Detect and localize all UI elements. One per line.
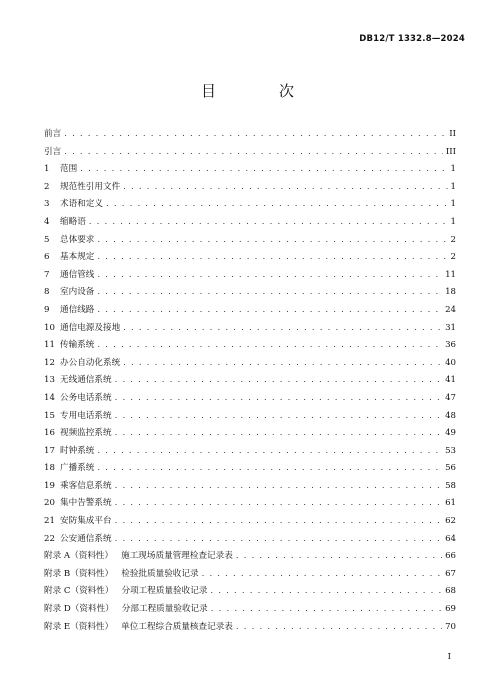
- toc-entry-title: 视频监控系统: [60, 428, 112, 439]
- toc-entry[interactable]: [44, 548, 456, 566]
- toc-section-number: 15: [44, 410, 55, 421]
- toc-entry-title: 缩略语: [60, 216, 86, 227]
- toc-section-number: 18: [44, 463, 55, 474]
- toc-page-number: 70: [445, 621, 456, 632]
- dot-leader: [106, 196, 448, 214]
- toc-section-number: 3: [44, 199, 50, 210]
- dot-leader: [115, 425, 442, 443]
- toc-entry[interactable]: [44, 355, 456, 373]
- toc-appendix-label: 附录 A（资料性）: [44, 551, 114, 562]
- toc-entry[interactable]: [44, 302, 456, 320]
- toc-entry-title: 通信电源及接地: [60, 322, 121, 333]
- dot-leader: [97, 284, 442, 302]
- toc-page-number: 18: [445, 287, 456, 298]
- dot-leader: [97, 460, 442, 478]
- toc-entry[interactable]: [44, 478, 456, 496]
- toc-section-number: 22: [44, 533, 55, 544]
- toc-entry-title: 办公自动化系统: [60, 357, 121, 368]
- toc-appendix-label: 附录 B（资料性）: [44, 568, 114, 579]
- toc-section-number: 1: [44, 164, 50, 175]
- toc-appendix-label: 附录 E（资料性）: [44, 621, 114, 632]
- toc-entry[interactable]: [44, 390, 456, 408]
- dot-leader: [123, 320, 442, 338]
- toc-section-number: 20: [44, 498, 55, 509]
- toc-section-number: 11: [44, 340, 55, 351]
- table-of-contents: [44, 126, 456, 636]
- toc-entry-title: 乘客信息系统: [60, 480, 112, 491]
- toc-section-number: 19: [44, 480, 55, 491]
- toc-page-number: 62: [445, 516, 456, 527]
- toc-entry[interactable]: [44, 601, 456, 619]
- toc-entry-title: 时钟系统: [60, 445, 95, 456]
- toc-section-number: 5: [44, 234, 50, 245]
- toc-entry[interactable]: [44, 566, 456, 584]
- toc-entry[interactable]: [44, 443, 456, 461]
- toc-section-number: 6: [44, 252, 50, 263]
- toc-entry[interactable]: [44, 583, 456, 601]
- toc-page-number: 40: [445, 357, 456, 368]
- toc-entry-title: 分项工程质量验收记录: [121, 586, 208, 597]
- toc-entry-title: 分部工程质量验收记录: [121, 604, 208, 615]
- toc-entry[interactable]: [44, 126, 456, 144]
- dot-leader: [97, 249, 447, 267]
- toc-section-number: 9: [44, 304, 50, 315]
- toc-section-number: 17: [44, 445, 55, 456]
- page-number: I: [447, 652, 451, 662]
- dot-leader: [115, 408, 442, 426]
- toc-appendix-label: 附录 C（资料性）: [44, 586, 114, 597]
- dot-leader: [97, 232, 447, 250]
- toc-entry[interactable]: [44, 619, 456, 637]
- toc-entry-title: 基本规定: [60, 252, 95, 263]
- toc-page-number: II: [449, 129, 456, 139]
- toc-section-number: 13: [44, 375, 55, 386]
- toc-entry[interactable]: [44, 320, 456, 338]
- toc-entry-title: 单位工程综合质量核查记录表: [121, 621, 233, 632]
- toc-page-number: 67: [445, 568, 456, 579]
- toc-entry[interactable]: [44, 161, 456, 179]
- dot-leader: [97, 267, 442, 285]
- toc-entry-title: 公安通信系统: [60, 533, 112, 544]
- toc-page-number: 49: [445, 428, 456, 439]
- toc-entry-title: 无线通信系统: [60, 375, 112, 386]
- dot-leader: [89, 214, 448, 232]
- toc-page-number: 1: [450, 181, 456, 192]
- toc-entry[interactable]: [44, 425, 456, 443]
- toc-section-number: 21: [44, 516, 55, 527]
- toc-page-number: 48: [445, 410, 456, 421]
- toc-entry-title: 传输系统: [60, 340, 95, 351]
- toc-entry[interactable]: [44, 372, 456, 390]
- dot-leader: [115, 495, 442, 513]
- dot-leader: [115, 372, 442, 390]
- toc-entry-title: 公务电话系统: [60, 392, 112, 403]
- toc-entry-title: 前言: [44, 129, 62, 139]
- dot-leader: [64, 126, 446, 144]
- toc-entry[interactable]: [44, 531, 456, 549]
- toc-page-number: 24: [445, 304, 456, 315]
- toc-entry[interactable]: [44, 144, 456, 162]
- toc-section-number: 10: [44, 322, 55, 333]
- toc-entry[interactable]: [44, 232, 456, 250]
- toc-page-number: 41: [445, 375, 456, 386]
- dot-leader: [115, 390, 442, 408]
- toc-page-number: 11: [445, 269, 456, 280]
- toc-section-number: 14: [44, 392, 55, 403]
- toc-page-number: 64: [445, 533, 456, 544]
- toc-section-number: 4: [44, 216, 50, 227]
- toc-entry[interactable]: [44, 249, 456, 267]
- toc-entry-title: 通信管线: [60, 269, 95, 280]
- toc-entry-title: 规范性引用文件: [60, 181, 121, 192]
- toc-page-number: 36: [445, 340, 456, 351]
- dot-leader: [211, 601, 442, 619]
- dot-leader: [97, 443, 442, 461]
- toc-entry[interactable]: [44, 460, 456, 478]
- toc-entry-title: 引言: [44, 146, 62, 157]
- toc-entry-title: 通信线路: [60, 304, 95, 315]
- dot-leader: [202, 566, 442, 584]
- toc-page-number: 69: [445, 604, 456, 615]
- dot-leader: [236, 548, 442, 566]
- toc-entry-title: 广播系统: [60, 463, 95, 474]
- toc-entry[interactable]: [44, 284, 456, 302]
- toc-section-number: 16: [44, 428, 55, 439]
- dot-leader: [80, 161, 447, 179]
- dot-leader: [97, 337, 442, 355]
- dot-leader: [64, 144, 443, 162]
- toc-entry-title: 范围: [60, 164, 78, 175]
- toc-entry[interactable]: [44, 513, 456, 531]
- toc-page-number: 1: [450, 164, 456, 175]
- toc-entry[interactable]: [44, 179, 456, 197]
- dot-leader: [123, 355, 442, 373]
- toc-entry-title: 集中告警系统: [60, 498, 112, 509]
- toc-entry-title: 施工现场质量管理检查记录表: [121, 551, 233, 562]
- toc-page-number: 58: [445, 480, 456, 491]
- dot-leader: [115, 513, 442, 531]
- document-code: DB12/T 1332.8—2024: [359, 34, 465, 44]
- toc-appendix-label: 附录 D（资料性）: [44, 604, 114, 615]
- dot-leader: [123, 179, 447, 197]
- toc-page-number: 2: [450, 252, 456, 263]
- toc-entry[interactable]: [44, 408, 456, 426]
- toc-entry[interactable]: [44, 495, 456, 513]
- toc-page-number: 1: [450, 216, 456, 227]
- dot-leader: [115, 478, 442, 496]
- dot-leader: [115, 531, 442, 549]
- toc-section-number: 2: [44, 181, 50, 192]
- toc-entry-title: 安防集成平台: [60, 516, 112, 527]
- toc-page-number: 47: [445, 392, 456, 403]
- toc-entry-title: 术语和定义: [60, 199, 103, 210]
- toc-page-number: 56: [445, 463, 456, 474]
- toc-entry[interactable]: [44, 337, 456, 355]
- toc-page-number: III: [445, 146, 456, 157]
- dot-leader: [210, 583, 442, 601]
- dot-leader: [97, 302, 442, 320]
- toc-page-number: 61: [445, 498, 456, 509]
- page-title: 目 次: [200, 82, 318, 100]
- toc-entry[interactable]: [44, 267, 456, 285]
- toc-page-number: 2: [450, 234, 456, 245]
- toc-entry-title: 总体要求: [60, 234, 95, 245]
- toc-section-number: 12: [44, 357, 55, 368]
- dot-leader: [236, 619, 442, 637]
- toc-page-number: 53: [445, 445, 456, 456]
- toc-entry-title: 专用电话系统: [60, 410, 112, 421]
- toc-entry-title: 检验批质量验收记录: [121, 568, 199, 579]
- toc-page-number: 68: [445, 586, 456, 597]
- toc-section-number: 7: [44, 269, 50, 280]
- toc-entry-title: 室内设备: [60, 287, 95, 298]
- toc-page-number: 31: [445, 322, 456, 333]
- toc-entry[interactable]: [44, 196, 456, 214]
- toc-entry[interactable]: [44, 214, 456, 232]
- toc-page-number: 66: [445, 551, 456, 562]
- toc-section-number: 8: [44, 287, 50, 298]
- toc-page-number: 1: [450, 199, 456, 210]
